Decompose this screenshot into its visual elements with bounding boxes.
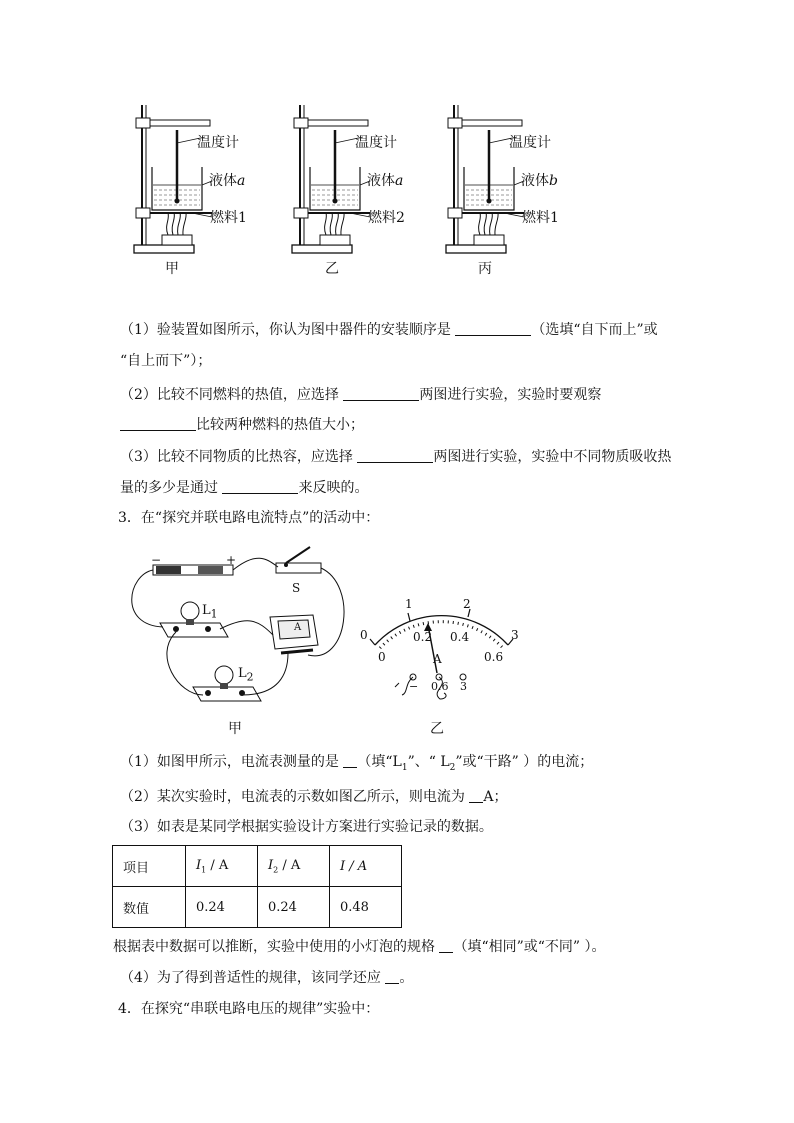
dial-top-3: 3 [511, 628, 519, 642]
label-fuel-jia: 燃料1 [210, 210, 247, 226]
table-header-row [113, 846, 402, 887]
q3-inference: 根据表中数据可以推断，实验中使用的小灯泡的规格 （填“相同”或“不同” ）。 [113, 939, 606, 955]
lamp-l1-label: $L_1$ [202, 603, 218, 621]
parallel-circuit-figure [118, 545, 358, 720]
label-liquid-yi: 液体a [367, 173, 404, 189]
caption-bing: 丙 [478, 261, 492, 277]
terminal-3: 3 [460, 680, 467, 693]
q2-part1-line1: （1）验装置如图所示，你认为图中器件的安装顺序是 （选填“自下而上”或 [120, 322, 658, 338]
dial-top-0: 0 [360, 628, 368, 642]
q3-part2: （2）某次实验时，电流表的示数如图乙所示，则电流为 A； [120, 789, 508, 805]
caption-circuit-jia: 甲 [228, 721, 242, 737]
q2-part3-line2: 量的多少是通过 来反映的。 [120, 480, 369, 496]
answer-blank[interactable] [455, 321, 531, 336]
table-header-cell: $I_2$ / A [258, 846, 330, 887]
apparatus-bing [446, 105, 524, 253]
label-fuel-bing: 燃料1 [522, 210, 559, 226]
q2-part1-line2: “自上而下”）； [120, 353, 212, 369]
lamp-l2-label: $L_2$ [238, 666, 254, 684]
q2-part2-line2: 比较两种燃料的热值大小； [120, 415, 364, 435]
table-header-cell: $I_1$ / A [186, 846, 258, 887]
table-header-cell: I / A [330, 846, 402, 887]
q3-part1: （1）如图甲所示，电流表测量的是 （填“$L_1$”、“ $L_2$”或“干路” ）的电流； [120, 754, 594, 773]
label-thermometer-jia: 温度计 [197, 135, 239, 151]
answer-blank[interactable] [385, 969, 399, 984]
answer-blank[interactable] [343, 753, 357, 768]
apparatus-jia [134, 105, 212, 253]
data-table [112, 845, 402, 928]
caption-jia: 甲 [165, 261, 179, 277]
terminal-minus: − [409, 680, 419, 693]
label-thermometer-yi: 温度计 [355, 135, 397, 151]
table-row [113, 887, 402, 928]
table-cell: 0.24 [258, 887, 330, 928]
heating-apparatus-figure [110, 95, 590, 280]
apparatus-yi [292, 105, 370, 253]
lamp-l1-icon [160, 602, 228, 637]
battery-icon [153, 565, 233, 575]
q3-part4: （4）为了得到普适性的规律，该同学还应 。 [120, 970, 414, 986]
q2-part3-line1: （3）比较不同物质的比热容，应选择 两图进行实验，实验中不同物质吸收热 [120, 449, 672, 465]
dial-top-2: 2 [463, 597, 471, 611]
dial-bottom-0.6: 0.6 [484, 650, 504, 664]
switch-icon [276, 547, 321, 573]
answer-blank[interactable] [469, 788, 483, 803]
switch-label: S [292, 581, 301, 595]
caption-yi: 乙 [325, 261, 339, 277]
label-liquid-jia: 液体a [209, 173, 246, 189]
q2-part2-line1: （2）比较不同燃料的热值，应选择 两图进行实验，实验时要观察 [120, 387, 602, 403]
dial-bottom-0.2: 0.2 [413, 630, 433, 644]
q3-title: 3．在“探究并联电路电流特点”的活动中： [118, 510, 380, 526]
ammeter-icon [270, 615, 318, 653]
dial-bottom-0: 0 [378, 650, 386, 664]
answer-blank[interactable] [439, 938, 453, 953]
terminal-0.6: 0.6 [431, 680, 449, 693]
ammeter-label: A [294, 622, 302, 633]
caption-dial-yi: 乙 [430, 721, 444, 737]
table-row-label: 数值 [113, 887, 186, 928]
table-cell: 0.48 [330, 887, 402, 928]
answer-blank[interactable] [357, 448, 433, 463]
dial-top-1: 1 [405, 597, 413, 611]
battery-plus-label: + [226, 553, 237, 567]
dial-bottom-0.4: 0.4 [450, 630, 470, 644]
label-fuel-yi: 燃料2 [368, 210, 405, 226]
label-thermometer-bing: 温度计 [509, 135, 551, 151]
answer-blank[interactable] [120, 416, 196, 431]
q3-part3: （3）如表是某同学根据实验设计方案进行实验记录的数据。 [120, 819, 493, 835]
answer-blank[interactable] [343, 386, 419, 401]
table-header-cell: 项目 [113, 846, 186, 887]
table-cell: 0.24 [186, 887, 258, 928]
battery-minus-label: − [151, 553, 162, 567]
q4-title: 4．在探究“串联电路电压的规律”实验中： [118, 1001, 380, 1017]
label-liquid-bing: 液体b [521, 173, 558, 189]
answer-blank[interactable] [222, 479, 298, 494]
dial-unit: A [433, 652, 442, 666]
